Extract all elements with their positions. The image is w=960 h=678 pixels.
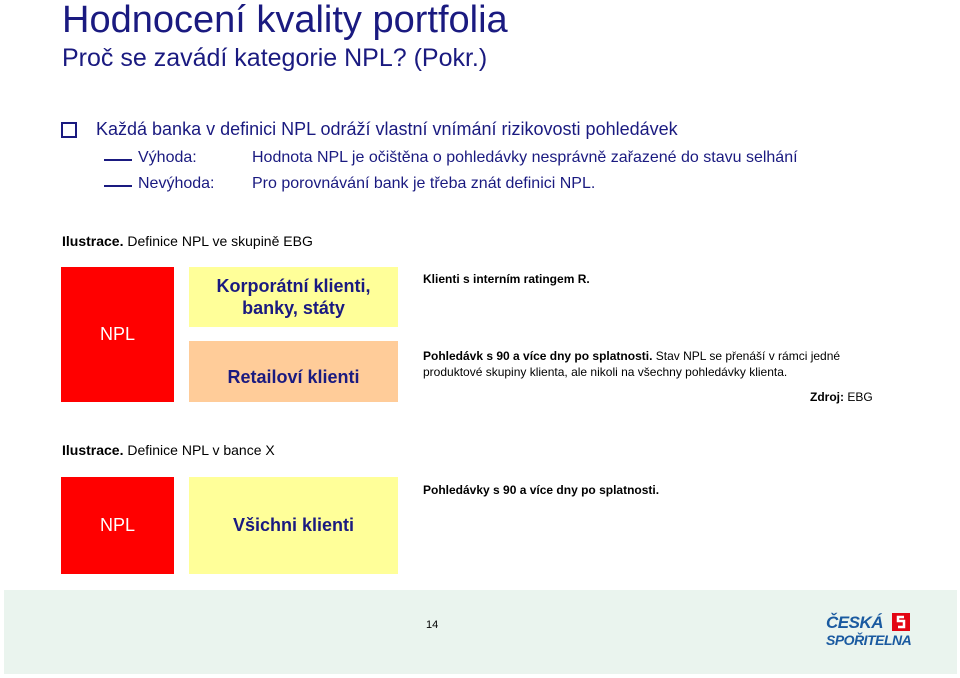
corporate-note: Klienti s interním ratingem R.: [423, 272, 590, 286]
npl-label: NPL: [99, 324, 135, 344]
main-bullet-text: Každá banka v definici NPL odráží vlastní vnímání rizikovosti pohledávek: [96, 119, 678, 139]
npl-box-ebg: [61, 267, 174, 402]
logo-line1: ČESKÁ: [826, 613, 884, 632]
logo-s-icon: [892, 613, 910, 631]
page-number: 14: [426, 619, 439, 631]
corporate-clients-box: [189, 267, 398, 327]
retail-clients-box: [189, 341, 398, 402]
dash-icon: [104, 185, 132, 187]
illustration2-caption: Ilustrace. Definice NPL v bance X: [62, 442, 275, 458]
page-subtitle: Proč se zavádí kategorie NPL? (Pokr.): [62, 44, 488, 72]
illustration1-caption: Ilustrace. Definice NPL ve skupině EBG: [62, 233, 313, 249]
source-note: Zdroj: EBG: [810, 390, 873, 404]
disadvantage-text: Pro porovnávání bank je třeba znát definici NPL.: [252, 175, 596, 192]
corporate-clients-label: Korporátní klienti, banky, státy: [216, 276, 371, 318]
advantage-text: Hodnota NPL je očištěna o pohledávky nesprávně zařazené do stavu selhání: [252, 149, 798, 166]
dash-icon: [104, 159, 132, 161]
all-clients-box: [189, 477, 398, 574]
bank-x-note: Pohledávky s 90 a více dny po splatnosti.: [423, 483, 660, 497]
ceska-sporitelna-logo: [826, 612, 916, 652]
npl-box-bank-x: [61, 477, 174, 574]
disadvantage-label: Nevýhoda:: [138, 175, 215, 192]
advantage-label: Výhoda:: [138, 149, 197, 166]
npl-label: NPL: [99, 515, 135, 535]
all-clients-label: Všichni klienti: [232, 515, 355, 535]
footer-bar: [4, 590, 957, 674]
logo-line2: SPOŘITELNA: [826, 632, 912, 648]
checkbox-bullet-icon: [61, 122, 77, 138]
retail-clients-label: Retailoví klienti: [227, 367, 360, 387]
page-title: Hodnocení kvality portfolia: [62, 0, 508, 41]
retail-note: Pohledávk s 90 a více dny po splatnosti. Stav NPL se přenáší v rámci jedné produktové skupiny klienta, ale nikoli na všechny pohledávky klienta.: [423, 349, 841, 379]
